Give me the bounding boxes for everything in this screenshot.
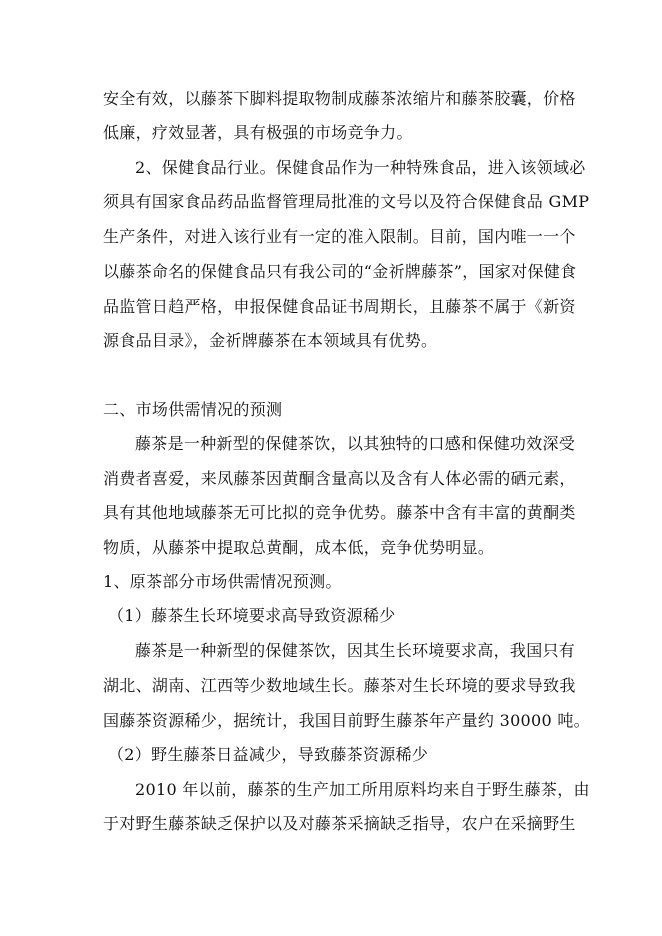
text-line: 湖北、湖南、江西等少数地域生长。藤茶对生长环境的要求导致我 — [103, 676, 576, 695]
subsection-heading: 1、原茶部分市场供需情况预测。 — [103, 572, 342, 591]
text-line: 源食品目录》，金祈牌藤茶在本领域具有优势。 — [103, 331, 438, 350]
text-line: 低廉，疗效显著，具有极强的市场竞争力。 — [103, 123, 413, 142]
text-line: 物质，从藤茶中提取总黄酮，成本低，竞争优势明显。 — [103, 538, 495, 557]
section-heading: 二、市场供需情况的预测 — [103, 400, 283, 419]
text-line: 藤茶是一种新型的保健茶饮，以其独特的口感和保健功效深受 — [135, 434, 576, 453]
subsection-heading: （1）藤茶生长环境要求高导致资源稀少 — [108, 606, 396, 625]
text-line: 于对野生藤茶缺乏保护以及对藤茶采摘缺乏指导，农户在采摘野生 — [103, 814, 576, 833]
text-line: 生产条件，对进入该行业有一定的准入限制。目前，国内唯一一个 — [103, 227, 576, 246]
text-line: 安全有效，以藤茶下脚料提取物制成藤茶浓缩片和藤茶胶囊，价格 — [103, 89, 576, 108]
text-line: 品监管日趋严格，申报保健食品证书周期长，且藤茶不属于《新资 — [103, 297, 576, 316]
text-line: 国藤茶资源稀少，据统计，我国目前野生藤茶年产量约 30000 吨。 — [103, 711, 590, 730]
text-line: 以藤茶命名的保健食品只有我公司的“金祈牌藤茶”，国家对保健食 — [103, 262, 577, 281]
text-line: 具有其他地域藤茶无可比拟的竞争优势。藤茶中含有丰富的黄酮类 — [103, 503, 576, 522]
text-line: 须具有国家食品药品监督管理局批准的文号以及符合保健食品 GMP — [103, 192, 590, 211]
text-line: 2010 年以前，藤茶的生产加工所用原料均来自于野生藤茶，由 — [135, 780, 590, 799]
text-line: 消费者喜爱，来凤藤茶因黄酮含量高以及含有人体必需的硒元素， — [103, 469, 576, 488]
text-line: 藤茶是一种新型的保健茶饮，因其生长环境要求高，我国只有 — [135, 641, 576, 660]
text-line: 2、保健食品行业。保健食品作为一种特殊食品，进入该领域必 — [135, 158, 586, 177]
subsection-heading: （2）野生藤茶日益减少，导致藤茶资源稀少 — [108, 745, 429, 764]
